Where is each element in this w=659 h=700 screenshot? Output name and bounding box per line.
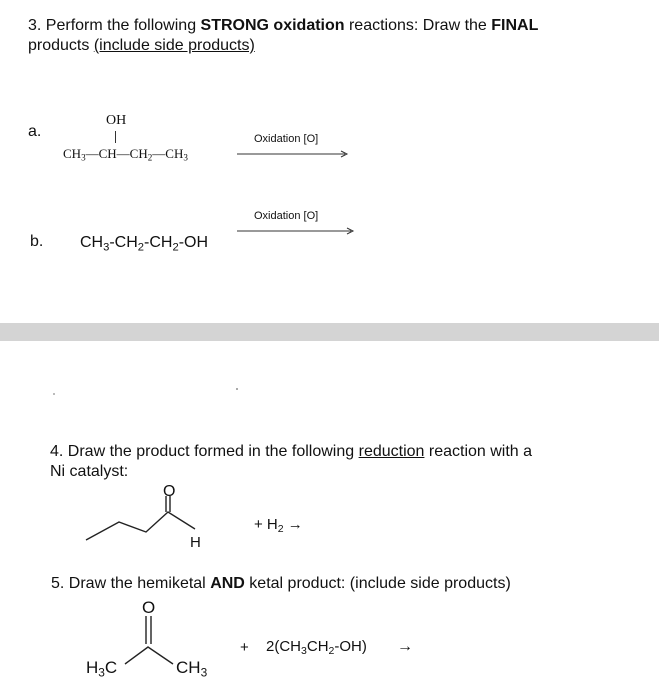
reaction-arrow-b xyxy=(237,227,355,235)
oxidation-arrow-label-b: Oxidation [O] xyxy=(254,210,319,222)
hydroxyl-substituent: OH xyxy=(106,113,127,128)
question-3-prompt: 3. Perform the following STRONG oxidation reactions: Draw the FINAL products (include side products) xyxy=(28,17,539,54)
speck xyxy=(236,388,238,390)
question-4-prompt: 4. Draw the product formed in the following reduction reaction with a Ni catalyst: xyxy=(50,443,533,480)
propanol-formula: $CH_3-CH_2-CH_2-OH$ xyxy=(80,234,209,254)
part-a-label: a. xyxy=(28,123,42,140)
right-methyl: $CH_3$ xyxy=(176,658,208,680)
question-5-prompt: 5. Draw the hemiketal AND ketal product: (include side products) xyxy=(51,575,511,592)
ethanol-reagent: $2(CH_3CH_2-OH)$ xyxy=(266,638,367,658)
left-methyl: $H_3C$ xyxy=(86,658,118,680)
question-3-number: 3. xyxy=(28,17,42,34)
oxidation-arrow-label-a: Oxidation [O] xyxy=(254,133,319,145)
hydrogen-reagent: + $H_2$ → xyxy=(254,516,303,536)
carbonyl-oxygen: O xyxy=(163,483,176,500)
butan-2-ol-formula: $CH_3—CH—CH_2—CH_3$ xyxy=(63,146,188,163)
hydroxyl-bond xyxy=(115,131,116,143)
part-b-label: b. xyxy=(30,233,44,250)
ketone-oxygen: O xyxy=(142,598,156,617)
plus-sign: + xyxy=(240,639,249,656)
section-divider xyxy=(0,323,659,341)
speck xyxy=(53,393,55,395)
reaction-arrow-a xyxy=(237,150,349,158)
aldehyde-hydrogen: H xyxy=(190,534,201,551)
reaction-arrow-5: → xyxy=(397,638,413,655)
